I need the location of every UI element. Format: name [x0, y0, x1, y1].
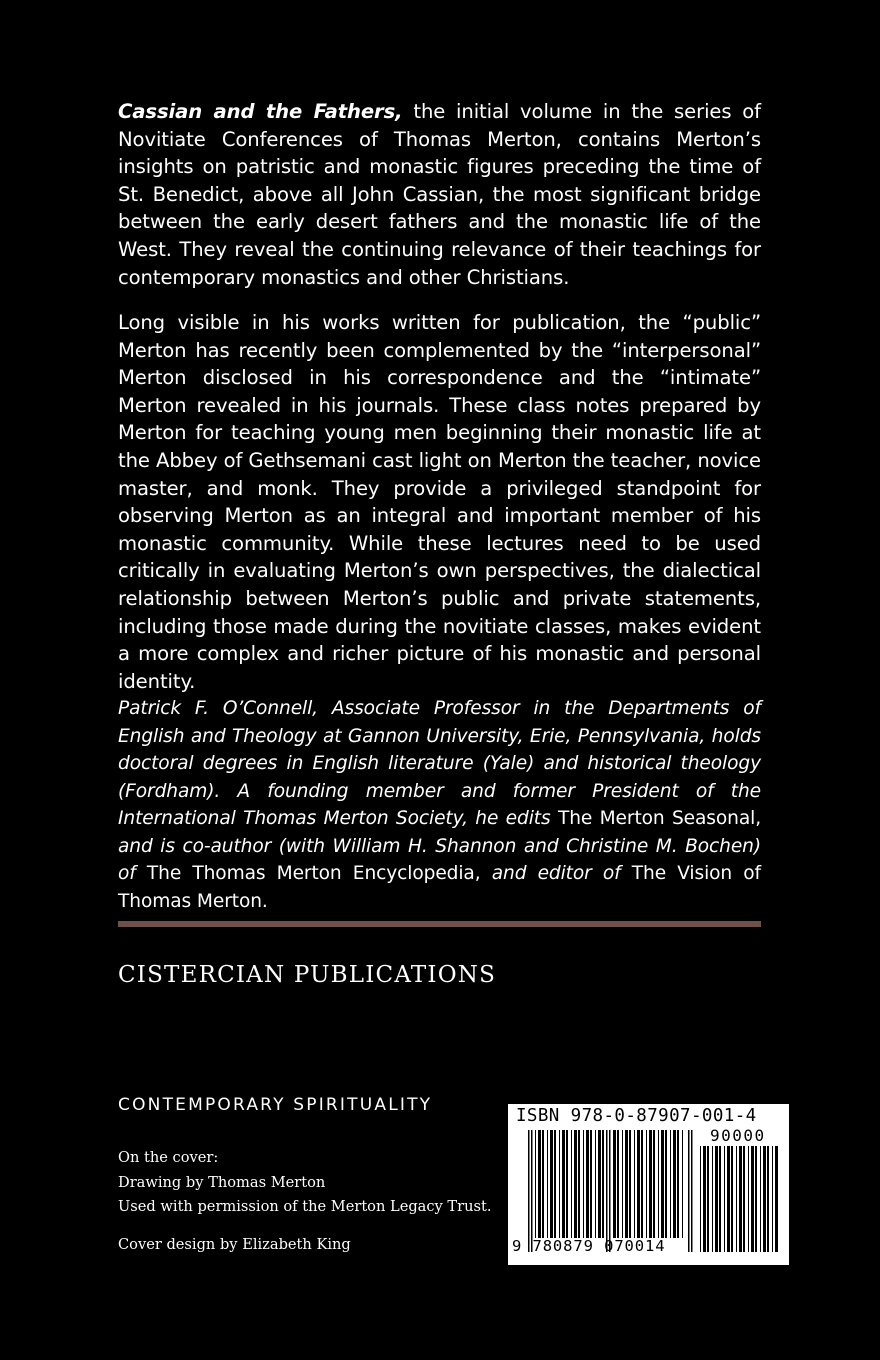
credit-line-4: Cover design by Elizabeth King — [118, 1235, 351, 1253]
divider-rule — [118, 921, 761, 927]
bio-text-3: and editor of — [491, 863, 621, 884]
credit-line-1: On the cover: — [118, 1149, 219, 1166]
description-paragraph-2: Long visible in his works written for publication, the “public” Merton has recently been complemented by the “interpersonal” Merton disclosed in his correspondence and the “intimate” Merton revealed in his journals. These class notes prepared by Merton for teaching young men beginning their monastic life at the Abbey of Gethsemani cast light on Merton the teacher, novice master, and monk. They provide a privileged standpoint for observing Merton as an integral and important member of his monastic community. While these lectures need to be used critically in evaluating Merton’s own perspectives, the dialectical relationship between Merton’s public and private statements, including those made during the novitiate classes, makes evident a more complex and richer picture of his monastic and personal identity. — [118, 311, 761, 693]
credit-line-2: Drawing by Thomas Merton — [118, 1173, 326, 1191]
author-bio — [118, 695, 761, 915]
barcode-digits: 9 780879 070014 — [512, 1237, 666, 1255]
isbn-barcode — [508, 1104, 789, 1265]
isbn-number: ISBN 978-0-87907-001-4 — [516, 1106, 757, 1126]
cover-credits — [118, 1146, 492, 1257]
bio-title-1: The Merton Seasonal, — [557, 808, 762, 829]
description-paragraph-1 — [118, 98, 761, 291]
bio-text-2: and is co-author (with William H. Shannon and Christine M. Bochen) of — [118, 835, 761, 884]
paragraph-1-text: the initial volume in the series of Novitiate Conferences of Thomas Merton, contains Merton’s insights on patristic and monastic figures preceding the time of St. Benedict, above all John Cassian, the most significant bridge between the early desert fathers and the monastic life of the West. They reveal the continuing relevance of their teachings for contemporary monastics and other Christians. — [118, 100, 761, 289]
publisher-name: CISTERCIAN PUBLICATIONS — [118, 962, 497, 988]
book-title-lead: Cassian and the Fathers, — [118, 100, 403, 123]
category-label: CONTEMPORARY SPIRITUALITY — [118, 1095, 433, 1115]
credit-line-3: Used with permission of the Merton Legacy Trust. — [118, 1198, 492, 1215]
bio-title-2: The Thomas Merton Encyclopedia, — [146, 863, 481, 884]
price-code: 90000 — [710, 1126, 766, 1145]
bio-text-1: Patrick F. O’Connell, Associate Professor in the Departments of English and Theology at Gannon University, Erie, Pennsylvania, holds doctoral degrees in English literature (Yale) and historical theology (Fordham). A founding member and former President of the International Thomas Merton Society, he edits — [118, 698, 761, 829]
bio-title-3: The Vision of Thomas Merton. — [118, 863, 762, 912]
